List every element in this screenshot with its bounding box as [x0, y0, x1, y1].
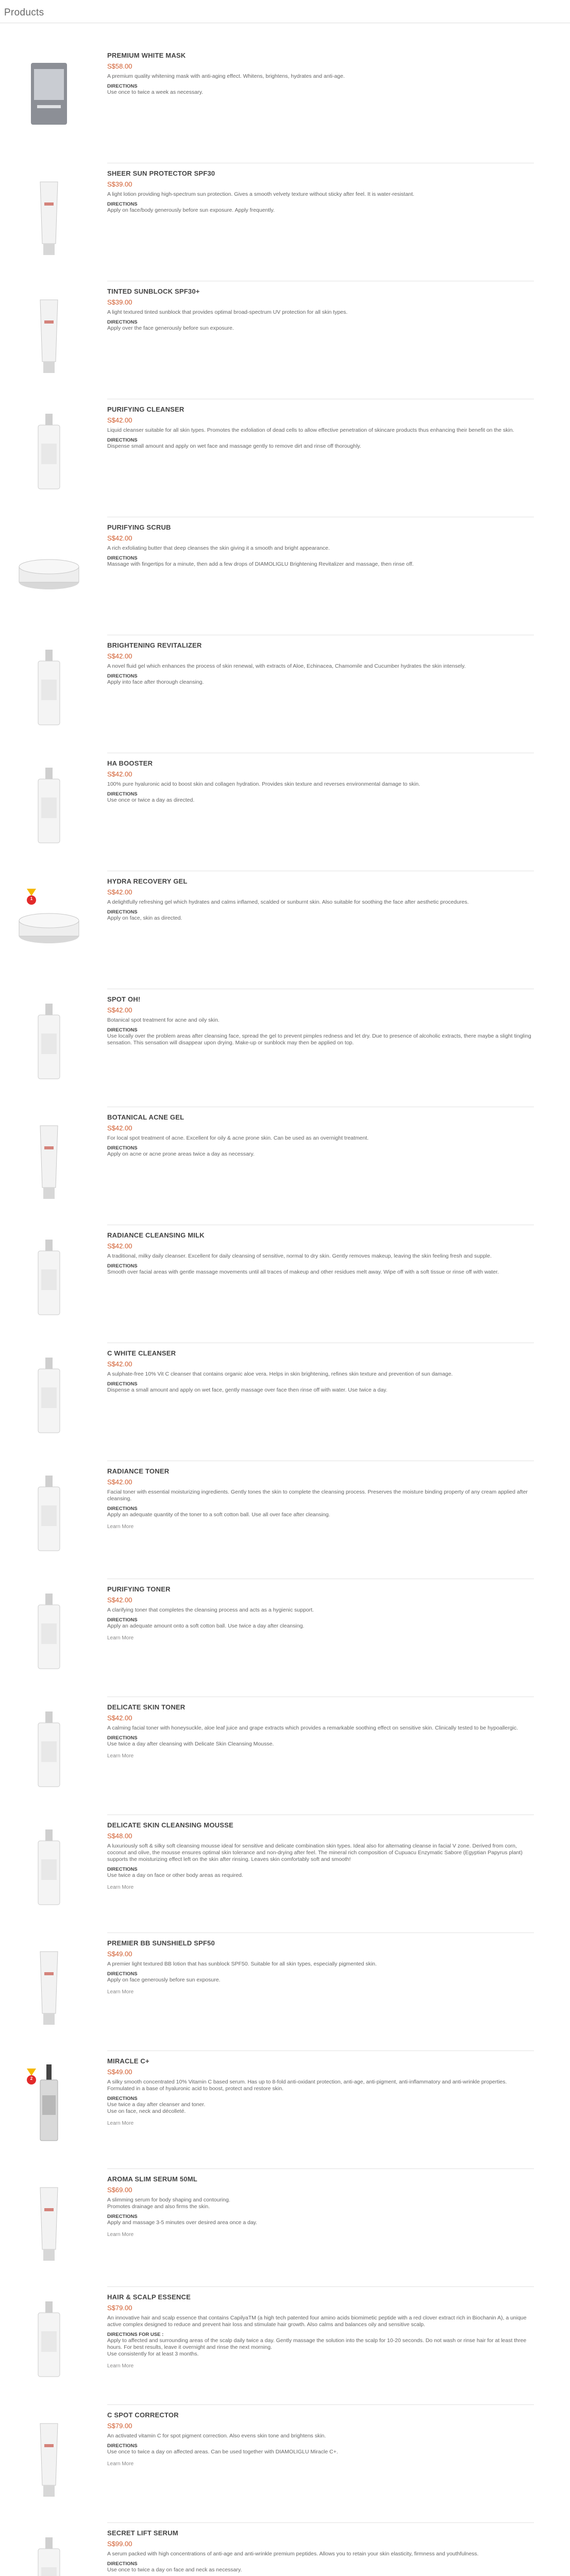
- product-name: SECRET LIFT SERUM: [107, 2529, 178, 2537]
- directions-text: Apply an adequate amount onto a soft cotton ball. Use twice a day after cleansing.: [107, 1623, 305, 1629]
- product-price: S$42.00: [107, 534, 132, 542]
- product-description: A delightfully refreshing gel which hydrates and calms inflamed, scalded or sunburnt skin. Also suitable for soothing the face after aesthetic procedures.: [107, 899, 469, 905]
- product-price: S$42.00: [107, 1242, 132, 1250]
- product-name: AROMA SLIM SERUM 50ML: [107, 2175, 197, 2183]
- directions-text: Use once or twice a day as directed.: [107, 797, 195, 803]
- product-image[interactable]: [15, 1941, 82, 2029]
- product-name: SHEER SUN PROTECTOR SPF30: [107, 170, 215, 177]
- directions-text: Dispense a small amount and apply on wet face, gently massage over face then rinse off with water. Use twice a day.: [107, 1387, 388, 1393]
- learn-more-link[interactable]: Learn More: [107, 2363, 134, 2369]
- directions-label: DIRECTIONS: [107, 1735, 138, 1741]
- directions-text: Apply on face/body generously before sun exposure. Apply frequently.: [107, 207, 275, 213]
- product-description: A slimming serum for body shaping and contouring. Promotes drainage and also firms the skin.: [107, 2197, 230, 2210]
- product-description: Botanical spot treatment for acne and oily skin.: [107, 1017, 220, 1023]
- directions-label: DIRECTIONS: [107, 2561, 138, 2567]
- directions-text: Apply on face, skin as directed.: [107, 915, 182, 921]
- product-description: A premier light textured BB lotion that has sunblock SPF50. Suitable for all skin types, especially pigmented skin.: [107, 1961, 377, 1967]
- learn-more-link[interactable]: Learn More: [107, 1753, 134, 1759]
- product-description: For local spot treatment of acne. Excellent for oily & acne prone skin. Can be used as an overnight treatment.: [107, 1135, 369, 1141]
- product-price: S$99.00: [107, 2540, 132, 2548]
- product-image[interactable]: [15, 761, 82, 849]
- product-info: [107, 170, 534, 217]
- product-name: DELICATE SKIN CLEANSING MOUSSE: [107, 1821, 233, 1829]
- directions-text: Use once to twice a day on face and neck as necessary.: [107, 2567, 242, 2573]
- product-price: S$79.00: [107, 2304, 132, 2312]
- product-name: BOTANICAL ACNE GEL: [107, 1113, 185, 1121]
- product-info: [107, 52, 534, 99]
- directions-label: DIRECTIONS: [107, 1145, 138, 1151]
- product-price: S$42.00: [107, 1124, 132, 1132]
- product-image[interactable]: [15, 997, 82, 1085]
- directions-label: DIRECTIONS: [107, 1263, 138, 1269]
- product-name: PURIFYING TONER: [107, 1585, 171, 1593]
- directions-text: Use twice a day after cleansing with Delicate Skin Cleansing Mousse.: [107, 1741, 274, 1747]
- product-item-aroma-slim-serum-50ml: [0, 2173, 570, 2291]
- product-item-radiance-cleansing-milk: [0, 1229, 570, 1347]
- product-image[interactable]: [15, 172, 82, 259]
- product-price: S$69.00: [107, 2186, 132, 2194]
- directions-text: Massage with fingertips for a minute, then add a few drops of DIAMOLIGLU Brightening Revitalizer and massage, then rinse off.: [107, 561, 414, 567]
- product-info: [107, 1349, 534, 1397]
- product-name: DELICATE SKIN TONER: [107, 1703, 186, 1711]
- product-description: A light textured tinted sunblock that provides optimal broad-spectrum UV protection for all skin types.: [107, 309, 348, 315]
- product-item-botanical-acne-gel: [0, 1111, 570, 1229]
- product-info: [107, 1113, 534, 1161]
- product-image[interactable]: [15, 1469, 82, 1557]
- product-info: [107, 1939, 534, 1996]
- product-price: S$79.00: [107, 2422, 132, 2430]
- product-price: S$42.00: [107, 652, 132, 660]
- page-title: Products: [4, 7, 44, 18]
- product-item-premium-white-mask: [0, 49, 570, 167]
- learn-more-link[interactable]: Learn More: [107, 1524, 134, 1530]
- product-item-purifying-cleanser: [0, 403, 570, 521]
- product-description: A rich exfoliating butter that deep cleanses the skin giving it a smooth and bright appearance.: [107, 545, 330, 551]
- product-price: S$42.00: [107, 1478, 132, 1486]
- product-price: S$49.00: [107, 2068, 132, 2076]
- product-price: S$39.00: [107, 298, 132, 306]
- product-name: C WHITE CLEANSER: [107, 1349, 176, 1357]
- product-image[interactable]: [15, 290, 82, 377]
- product-price: S$42.00: [107, 888, 132, 896]
- directions-label: DIRECTIONS: [107, 437, 138, 443]
- product-name: TINTED SUNBLOCK SPF30+: [107, 287, 200, 295]
- product-description: An innovative hair and scalp essence that contains CapilyaTM (a high tech patented four amino acids biomimetic peptide with a red clover extract rich in Biochanin A), a unique active complex designed to reduce and prevent hair loss and stimulate hair growth. Also calms and balances oily and sensitive scalp.: [107, 2315, 527, 2328]
- product-name: SPOT OH!: [107, 995, 141, 1003]
- product-info: [107, 1821, 534, 1891]
- product-price: S$48.00: [107, 1832, 132, 1840]
- product-image[interactable]: [15, 1233, 82, 1321]
- product-info: [107, 2529, 534, 2576]
- product-description: 100% pure hyaluronic acid to boost skin and collagen hydration. Provides skin texture and reverses environmental damage to skin.: [107, 781, 421, 787]
- product-description: A traditional, milky daily cleanser. Excellent for daily cleansing of sensitive, normal to dry skin. Gently removes makeup, leaving the skin feeling fresh and supple.: [107, 1253, 492, 1259]
- product-description: A calming facial toner with honeysuckle, aloe leaf juice and grape extracts which provides a remarkable soothing effect on sensitive skin. Clinically tested to be hypoallergic.: [107, 1725, 518, 1731]
- product-price: S$42.00: [107, 770, 132, 778]
- product-price: S$58.00: [107, 62, 132, 70]
- product-name: PREMIER BB SUNSHIELD SPF50: [107, 1939, 215, 1947]
- product-description: A sulphate-free 10% Vit C cleanser that contains organic aloe vera. Helps in skin brightening, refines skin texture and prevention of sun damage.: [107, 1371, 453, 1377]
- directions-label: DIRECTIONS: [107, 1506, 138, 1512]
- product-image[interactable]: [15, 2413, 82, 2501]
- directions-label: DIRECTIONS: [107, 1867, 138, 1872]
- product-info: [107, 1585, 534, 1642]
- product-item-hydra-recovery-gel: [0, 875, 570, 993]
- directions-text: Smooth over facial areas with gentle massage movements until all traces of makeup and other residues melt away. Wipe off with a soft tissue or rinse off with water.: [107, 1269, 499, 1275]
- product-name: BRIGHTENING REVITALIZER: [107, 641, 202, 649]
- directions-label: DIRECTIONS: [107, 83, 138, 89]
- directions-label: DIRECTIONS: [107, 1381, 138, 1387]
- product-info: [107, 759, 534, 807]
- directions-text: Use twice a day after cleanser and toner. Use on face, neck and décolleté.: [107, 2102, 206, 2114]
- product-info: [107, 287, 534, 335]
- product-image[interactable]: [15, 1587, 82, 1675]
- learn-more-link[interactable]: Learn More: [107, 2121, 134, 2126]
- product-price: S$42.00: [107, 416, 132, 424]
- product-info: [107, 523, 534, 571]
- product-description: A serum packed with high concentrations of anti-age and anti-wrinkle premium peptides. Allows you to retain your skin elasticity, firmness and youthfulness.: [107, 2551, 479, 2557]
- product-info: [107, 2057, 534, 2127]
- product-image[interactable]: [15, 879, 82, 967]
- directions-label: DIRECTIONS: [107, 201, 138, 207]
- product-item-purifying-toner: [0, 1583, 570, 1701]
- product-price: S$49.00: [107, 1950, 132, 1958]
- product-image[interactable]: [15, 643, 82, 731]
- product-image[interactable]: [15, 1705, 82, 1793]
- directions-label: DIRECTIONS: [107, 791, 138, 797]
- product-item-sheer-sun-protector-spf30: [0, 167, 570, 285]
- learn-more-link[interactable]: Learn More: [107, 1635, 134, 1641]
- product-item-brightening-revitalizer: [0, 639, 570, 757]
- product-image[interactable]: [15, 54, 82, 141]
- product-description: A silky smooth concentrated 10% Vitamin C based serum. Has up to 8-fold anti-oxidant protection, anti-age, anti-pigment, anti-inflammatory and anti-wrinkle properties. Formulated in a base of hyaluronic acid to boost, protect and restore skin.: [107, 2079, 507, 2092]
- directions-label: DIRECTIONS: [107, 1971, 138, 1977]
- product-info: [107, 1467, 534, 1531]
- product-name: HA BOOSTER: [107, 759, 153, 767]
- product-price: S$42.00: [107, 1596, 132, 1604]
- product-list: [0, 49, 570, 2576]
- product-info: [107, 405, 534, 453]
- directions-label: DIRECTIONS: [107, 319, 138, 325]
- product-image[interactable]: [15, 1823, 82, 1911]
- directions-text: Apply over the face generously before sun exposure.: [107, 325, 234, 331]
- learn-more-link[interactable]: Learn More: [107, 1989, 134, 1995]
- product-info: [107, 1231, 534, 1279]
- product-price: S$42.00: [107, 1006, 132, 1014]
- directions-text: Use once to twice a week as necessary.: [107, 89, 203, 95]
- directions-text: Use twice a day on face or other body areas as required.: [107, 1872, 243, 1878]
- product-info: [107, 877, 534, 925]
- product-name: HYDRA RECOVERY GEL: [107, 877, 188, 885]
- directions-text: Dispense small amount and apply on wet face and massage gently to remove dirt and rinse off thoroughly.: [107, 443, 361, 449]
- directions-text: Apply to affected and surrounding areas of the scalp daily twice a day. Gently massage the solution into the scalp for 10-20 seconds. Do not wash or rinse hair for at least three hours. For best results, leave it overnight and rinse the next morning. Use consistently for at least 3 months.: [107, 2337, 527, 2357]
- product-item-ha-booster: [0, 757, 570, 875]
- product-item-miracle-c: [0, 2055, 570, 2173]
- directions-text: Apply and massage 3-5 minutes over desired area once a day.: [107, 2219, 258, 2226]
- product-name: PURIFYING SCRUB: [107, 523, 171, 531]
- directions-text: Use once to twice a day on affected areas. Can be used together with DIAMOLIGLU Miracle C+.: [107, 2449, 338, 2455]
- product-item-c-white-cleanser: [0, 1347, 570, 1465]
- product-info: [107, 641, 534, 689]
- directions-text: Apply into face after thorough cleansing.: [107, 679, 204, 685]
- product-name: PREMIUM WHITE MASK: [107, 52, 186, 59]
- product-image[interactable]: [15, 2295, 82, 2383]
- directions-label: DIRECTIONS: [107, 673, 138, 679]
- product-image[interactable]: [15, 1351, 82, 1439]
- directions-text: Apply on acne or acne prone areas twice a day as necessary.: [107, 1151, 255, 1157]
- product-description: An activated vitamin C for spot pigment correction. Also evens skin tone and brightens skin.: [107, 2433, 326, 2439]
- product-info: [107, 1703, 534, 1760]
- product-name: RADIANCE TONER: [107, 1467, 170, 1475]
- directions-label: DIRECTIONS: [107, 2096, 138, 2102]
- directions-label: DIRECTIONS: [107, 2443, 138, 2449]
- directions-label: DIRECTIONS: [107, 909, 138, 915]
- product-price: S$42.00: [107, 1714, 132, 1722]
- product-item-delicate-skin-cleansing-mousse: [0, 1819, 570, 1937]
- product-item-tinted-sunblock-spf30: [0, 285, 570, 403]
- product-description: A clarifying toner that completes the cleansing process and acts as a hygienic support.: [107, 1607, 314, 1613]
- product-info: [107, 2293, 534, 2370]
- award-badge-icon: 2: [30, 2076, 33, 2081]
- product-image[interactable]: [15, 408, 82, 495]
- directions-text: Use locally over the problem areas after cleansing face, spread the gel to prevent pimples redness and let dry. Due to presence of alcoholic extracts, there maybe a slight tingling sensation. This sensation will disappear upon drying. Make-up or sunblock may then be applied on top.: [107, 1033, 531, 1046]
- product-item-premier-bb-sunshield-spf50: [0, 1937, 570, 2055]
- product-name: HAIR & SCALP ESSENCE: [107, 2293, 191, 2301]
- product-description: A light lotion providing high-spectrum sun protection. Gives a smooth velvety texture without sticky after feel. It is water-resistant.: [107, 191, 414, 197]
- product-description: Liquid cleanser suitable for all skin types. Promotes the exfoliation of dead cells to allow effective penetration of skincare products thus enhancing their benefit on the skin.: [107, 427, 514, 433]
- product-item-secret-lift-serum: [0, 2527, 570, 2576]
- learn-more-link[interactable]: Learn More: [107, 2232, 134, 2238]
- product-name: MIRACLE C+: [107, 2057, 149, 2065]
- product-item-purifying-scrub: [0, 521, 570, 639]
- product-info: [107, 995, 534, 1049]
- product-name: PURIFYING CLEANSER: [107, 405, 185, 413]
- product-item-delicate-skin-toner: [0, 1701, 570, 1819]
- product-price: S$42.00: [107, 1360, 132, 1368]
- product-description: Facial toner with essential moisturizing ingredients. Gently tones the skin to complete the cleansing process. Preserves the moisture binding property of any cream applied after cleansing.: [107, 1489, 528, 1502]
- product-info: [107, 2175, 534, 2239]
- product-price: S$39.00: [107, 180, 132, 188]
- learn-more-link[interactable]: Learn More: [107, 2461, 134, 2467]
- product-name: RADIANCE CLEANSING MILK: [107, 1231, 205, 1239]
- directions-label: DIRECTIONS: [107, 1027, 138, 1033]
- product-description: A novel fluid gel which enhances the process of skin renewal, with extracts of Aloe, Echinacea, Chamomile and Cucumber hydrates the skin intensely.: [107, 663, 466, 669]
- product-image[interactable]: [15, 526, 82, 613]
- award-badge-icon: 1: [30, 896, 33, 901]
- product-description: A premium quality whitening mask with anti-aging effect. Whitens, brightens, hydrates and anti-age.: [107, 73, 345, 79]
- product-item-hair-scalp-essence: [0, 2291, 570, 2409]
- product-image[interactable]: [15, 2059, 82, 2147]
- directions-text: Apply on face generously before sun exposure.: [107, 1977, 221, 1983]
- product-description: A luxuriously soft & silky soft cleansing mousse ideal for sensitive and delicate combination skin types. Ideal also for alternating cleanse in facial V zone. Derived from corn, coconut and olive, the mousse ensures optimal skin tolerance and non-drying after feel. The mineral rich composition of Cupuacu Enzymatic Sabore (Egyptian Papyrus plant) supports the moisturizing effect left on the skin after rinsing. Leaves skin comfortably soft and smooth!: [107, 1843, 523, 1862]
- product-item-spot-oh: [0, 993, 570, 1111]
- directions-label: DIRECTIONS: [107, 555, 138, 561]
- product-image[interactable]: [15, 2177, 82, 2265]
- directions-label: DIRECTIONS: [107, 1617, 138, 1623]
- directions-text: Apply an adequate quantity of the toner to a soft cotton ball. Use all over face after cleansing.: [107, 1512, 330, 1518]
- directions-label: DIRECTIONS FOR USE :: [107, 2332, 164, 2337]
- directions-label: DIRECTIONS: [107, 2214, 138, 2219]
- learn-more-link[interactable]: Learn More: [107, 1885, 134, 1890]
- product-info: [107, 2411, 534, 2468]
- product-name: C SPOT CORRECTOR: [107, 2411, 179, 2419]
- product-item-c-spot-corrector: [0, 2409, 570, 2527]
- product-item-radiance-toner: [0, 1465, 570, 1583]
- product-image[interactable]: [15, 1115, 82, 1203]
- product-image[interactable]: [15, 2531, 82, 2576]
